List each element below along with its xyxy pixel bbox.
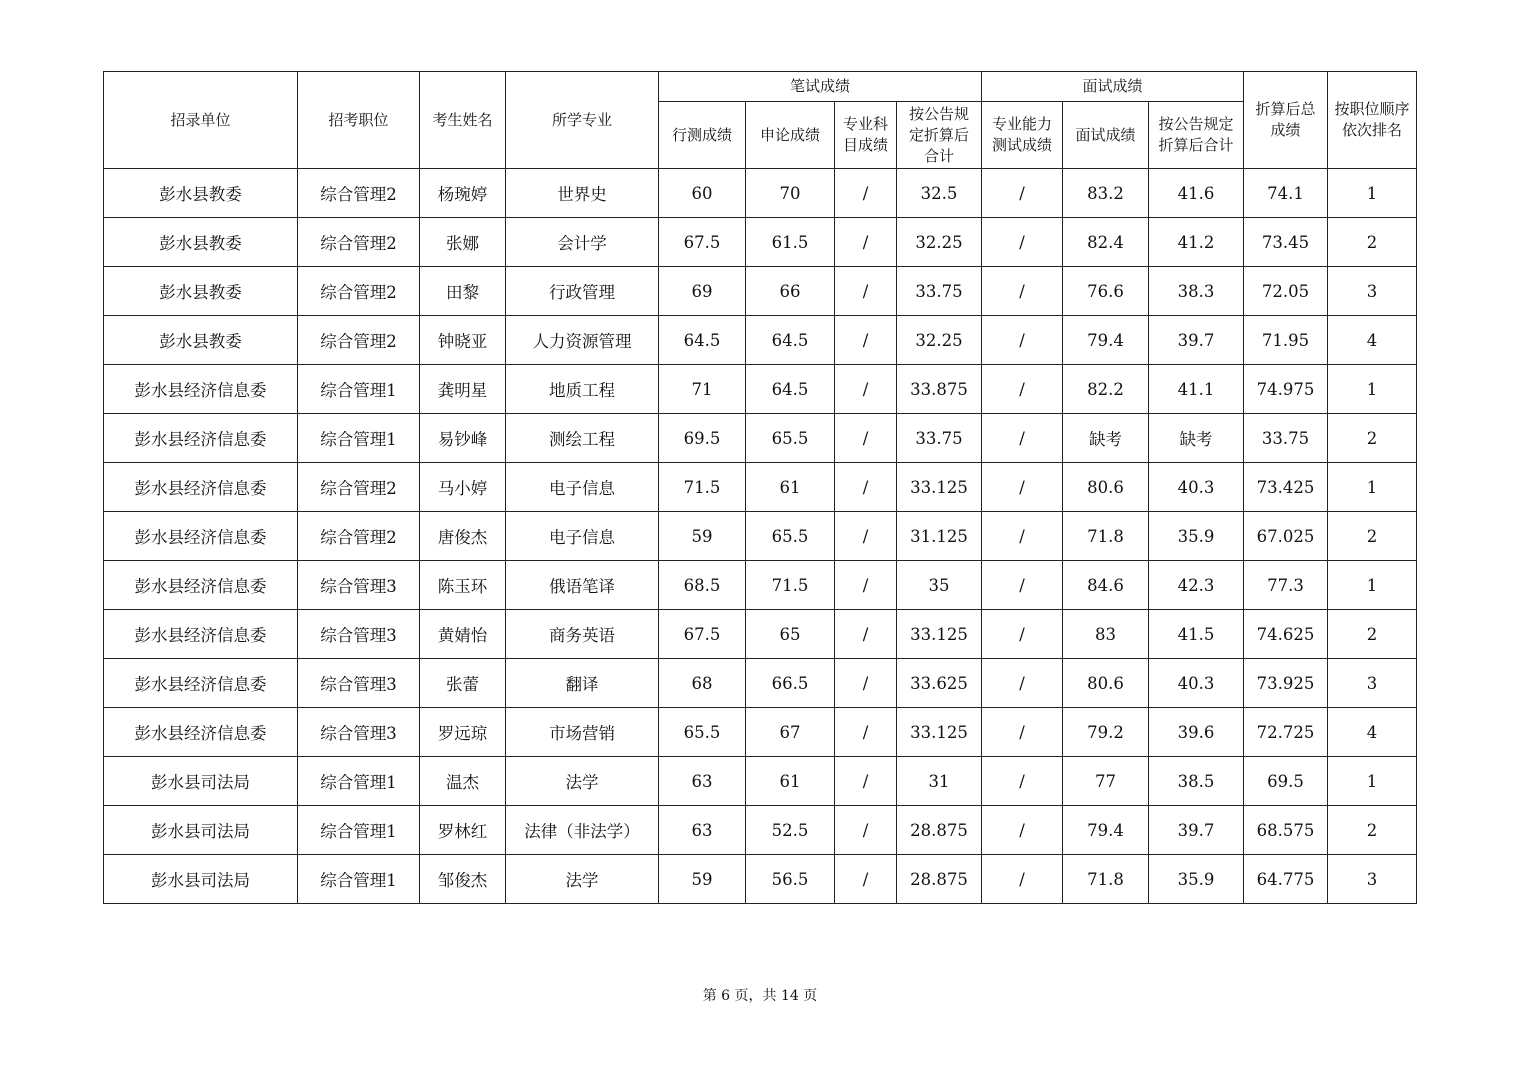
header-interview-score: 面试成绩	[1063, 102, 1149, 169]
cell-interview-total: 39.7	[1149, 806, 1244, 855]
cell-interview-score: 79.4	[1063, 806, 1149, 855]
cell-final-score: 74.625	[1244, 610, 1328, 659]
header-written-total: 按公告规 定折算后 合计	[897, 102, 982, 169]
cell-final-score: 77.3	[1244, 561, 1328, 610]
cell-final-score: 74.975	[1244, 365, 1328, 414]
cell-written-shenlun: 61	[746, 463, 835, 512]
table-row	[104, 561, 1417, 610]
header-written-group: 笔试成绩	[659, 72, 982, 102]
cell-written-xingce: 60	[659, 169, 746, 218]
cell-final-score: 64.775	[1244, 855, 1328, 904]
cell-name: 罗林红	[420, 806, 506, 855]
cell-interview-total: 38.5	[1149, 757, 1244, 806]
cell-interview-total: 40.3	[1149, 659, 1244, 708]
cell-written-professional: /	[835, 806, 897, 855]
cell-interview-score: 83.2	[1063, 169, 1149, 218]
cell-final-score: 69.5	[1244, 757, 1328, 806]
cell-final-score: 71.95	[1244, 316, 1328, 365]
page-footer: 第 6 页，共 14 页	[702, 988, 818, 1004]
cell-interview-score: 77	[1063, 757, 1149, 806]
cell-major: 法律（非法学）	[506, 806, 659, 855]
cell-final-score: 72.05	[1244, 267, 1328, 316]
cell-name: 钟晓亚	[420, 316, 506, 365]
cell-interview-ability: /	[982, 365, 1063, 414]
cell-major: 会计学	[506, 218, 659, 267]
cell-position: 综合管理2	[298, 169, 420, 218]
cell-major: 地质工程	[506, 365, 659, 414]
cell-rank: 2	[1328, 610, 1417, 659]
cell-position: 综合管理1	[298, 806, 420, 855]
cell-written-total: 31	[897, 757, 982, 806]
cell-written-xingce: 71	[659, 365, 746, 414]
cell-written-shenlun: 64.5	[746, 365, 835, 414]
cell-unit: 彭水县教委	[104, 267, 298, 316]
cell-interview-total: 35.9	[1149, 855, 1244, 904]
cell-final-score: 73.45	[1244, 218, 1328, 267]
cell-written-total: 33.125	[897, 610, 982, 659]
header-unit: 招录单位	[104, 72, 298, 169]
cell-written-professional: /	[835, 414, 897, 463]
cell-interview-total: 41.1	[1149, 365, 1244, 414]
table-row	[104, 463, 1417, 512]
cell-written-shenlun: 70	[746, 169, 835, 218]
cell-position: 综合管理3	[298, 561, 420, 610]
cell-name: 张娜	[420, 218, 506, 267]
cell-written-professional: /	[835, 659, 897, 708]
cell-name: 龚明星	[420, 365, 506, 414]
table-row	[104, 512, 1417, 561]
cell-major: 法学	[506, 757, 659, 806]
cell-major: 世界史	[506, 169, 659, 218]
cell-written-xingce: 68	[659, 659, 746, 708]
cell-written-xingce: 63	[659, 806, 746, 855]
cell-written-professional: /	[835, 463, 897, 512]
cell-rank: 1	[1328, 757, 1417, 806]
cell-major: 俄语笔译	[506, 561, 659, 610]
cell-unit: 彭水县司法局	[104, 806, 298, 855]
cell-written-total: 33.875	[897, 365, 982, 414]
cell-interview-score: 71.8	[1063, 512, 1149, 561]
cell-major: 行政管理	[506, 267, 659, 316]
header-interview-ability: 专业能力 测试成绩	[982, 102, 1063, 169]
cell-interview-score: 82.2	[1063, 365, 1149, 414]
score-table	[103, 71, 1417, 904]
cell-interview-ability: /	[982, 414, 1063, 463]
cell-unit: 彭水县经济信息委	[104, 463, 298, 512]
cell-written-shenlun: 65.5	[746, 512, 835, 561]
cell-written-shenlun: 61.5	[746, 218, 835, 267]
cell-rank: 1	[1328, 169, 1417, 218]
cell-major: 电子信息	[506, 463, 659, 512]
cell-name: 罗远琼	[420, 708, 506, 757]
cell-name: 陈玉环	[420, 561, 506, 610]
cell-position: 综合管理2	[298, 267, 420, 316]
cell-position: 综合管理2	[298, 316, 420, 365]
table-body	[104, 169, 1417, 904]
cell-written-shenlun: 66.5	[746, 659, 835, 708]
cell-final-score: 73.925	[1244, 659, 1328, 708]
cell-written-total: 33.125	[897, 708, 982, 757]
cell-name: 易钞峰	[420, 414, 506, 463]
cell-rank: 1	[1328, 463, 1417, 512]
cell-unit: 彭水县司法局	[104, 757, 298, 806]
cell-major: 人力资源管理	[506, 316, 659, 365]
cell-interview-score: 79.2	[1063, 708, 1149, 757]
cell-interview-total: 40.3	[1149, 463, 1244, 512]
cell-written-professional: /	[835, 218, 897, 267]
header-interview-group: 面试成绩	[982, 72, 1244, 102]
cell-position: 综合管理1	[298, 365, 420, 414]
table-row	[104, 365, 1417, 414]
cell-written-professional: /	[835, 169, 897, 218]
table-row	[104, 708, 1417, 757]
cell-unit: 彭水县经济信息委	[104, 561, 298, 610]
cell-rank: 3	[1328, 855, 1417, 904]
header-written-xingce: 行测成绩	[659, 102, 746, 169]
cell-interview-ability: /	[982, 757, 1063, 806]
cell-interview-total: 41.6	[1149, 169, 1244, 218]
cell-written-shenlun: 67	[746, 708, 835, 757]
cell-interview-score: 80.6	[1063, 463, 1149, 512]
cell-written-shenlun: 64.5	[746, 316, 835, 365]
cell-interview-ability: /	[982, 659, 1063, 708]
cell-interview-score: 83	[1063, 610, 1149, 659]
cell-major: 法学	[506, 855, 659, 904]
cell-name: 马小婷	[420, 463, 506, 512]
cell-rank: 2	[1328, 414, 1417, 463]
table-row	[104, 414, 1417, 463]
cell-interview-ability: /	[982, 169, 1063, 218]
cell-position: 综合管理3	[298, 708, 420, 757]
cell-written-total: 32.5	[897, 169, 982, 218]
cell-written-xingce: 59	[659, 512, 746, 561]
cell-written-shenlun: 61	[746, 757, 835, 806]
header-major: 所学专业	[506, 72, 659, 169]
cell-written-total: 33.125	[897, 463, 982, 512]
cell-rank: 3	[1328, 267, 1417, 316]
cell-written-total: 28.875	[897, 855, 982, 904]
cell-interview-score: 71.8	[1063, 855, 1149, 904]
cell-written-shenlun: 52.5	[746, 806, 835, 855]
cell-written-xingce: 67.5	[659, 218, 746, 267]
cell-written-xingce: 59	[659, 855, 746, 904]
cell-interview-score: 79.4	[1063, 316, 1149, 365]
cell-interview-ability: /	[982, 610, 1063, 659]
cell-position: 综合管理2	[298, 463, 420, 512]
cell-position: 综合管理1	[298, 414, 420, 463]
cell-interview-ability: /	[982, 218, 1063, 267]
cell-written-shenlun: 56.5	[746, 855, 835, 904]
cell-interview-score: 80.6	[1063, 659, 1149, 708]
cell-written-xingce: 71.5	[659, 463, 746, 512]
header-written-shenlun: 申论成绩	[746, 102, 835, 169]
cell-written-professional: /	[835, 708, 897, 757]
cell-written-shenlun: 71.5	[746, 561, 835, 610]
cell-rank: 2	[1328, 512, 1417, 561]
cell-interview-ability: /	[982, 708, 1063, 757]
table-row	[104, 757, 1417, 806]
cell-interview-total: 38.3	[1149, 267, 1244, 316]
cell-interview-score: 84.6	[1063, 561, 1149, 610]
cell-name: 温杰	[420, 757, 506, 806]
cell-interview-score: 82.4	[1063, 218, 1149, 267]
cell-interview-ability: /	[982, 855, 1063, 904]
cell-rank: 1	[1328, 365, 1417, 414]
cell-written-total: 31.125	[897, 512, 982, 561]
cell-written-professional: /	[835, 316, 897, 365]
cell-major: 市场营销	[506, 708, 659, 757]
cell-unit: 彭水县司法局	[104, 855, 298, 904]
cell-written-xingce: 63	[659, 757, 746, 806]
table-row	[104, 267, 1417, 316]
cell-position: 综合管理1	[298, 855, 420, 904]
cell-unit: 彭水县经济信息委	[104, 365, 298, 414]
cell-written-shenlun: 65.5	[746, 414, 835, 463]
header-written-professional: 专业科 目成绩	[835, 102, 897, 169]
cell-position: 综合管理2	[298, 218, 420, 267]
cell-interview-total: 41.2	[1149, 218, 1244, 267]
header-position: 招考职位	[298, 72, 420, 169]
cell-written-total: 28.875	[897, 806, 982, 855]
cell-interview-score: 缺考	[1063, 414, 1149, 463]
cell-name: 张蕾	[420, 659, 506, 708]
cell-interview-ability: /	[982, 806, 1063, 855]
cell-interview-total: 42.3	[1149, 561, 1244, 610]
cell-name: 唐俊杰	[420, 512, 506, 561]
cell-unit: 彭水县经济信息委	[104, 659, 298, 708]
cell-written-professional: /	[835, 855, 897, 904]
cell-interview-ability: /	[982, 267, 1063, 316]
cell-unit: 彭水县经济信息委	[104, 610, 298, 659]
table-row	[104, 169, 1417, 218]
table-row	[104, 610, 1417, 659]
cell-written-shenlun: 66	[746, 267, 835, 316]
table-row	[104, 855, 1417, 904]
cell-written-total: 33.625	[897, 659, 982, 708]
cell-rank: 1	[1328, 561, 1417, 610]
cell-rank: 3	[1328, 659, 1417, 708]
cell-major: 翻译	[506, 659, 659, 708]
cell-final-score: 72.725	[1244, 708, 1328, 757]
cell-interview-total: 39.6	[1149, 708, 1244, 757]
cell-unit: 彭水县经济信息委	[104, 512, 298, 561]
cell-written-total: 32.25	[897, 218, 982, 267]
table-row	[104, 218, 1417, 267]
cell-final-score: 67.025	[1244, 512, 1328, 561]
cell-final-score: 68.575	[1244, 806, 1328, 855]
cell-unit: 彭水县经济信息委	[104, 414, 298, 463]
cell-unit: 彭水县经济信息委	[104, 708, 298, 757]
cell-major: 测绘工程	[506, 414, 659, 463]
header-interview-total: 按公告规定 折算后合计	[1149, 102, 1244, 169]
cell-unit: 彭水县教委	[104, 316, 298, 365]
cell-written-total: 33.75	[897, 267, 982, 316]
cell-rank: 2	[1328, 806, 1417, 855]
cell-written-professional: /	[835, 757, 897, 806]
cell-interview-total: 35.9	[1149, 512, 1244, 561]
cell-interview-ability: /	[982, 316, 1063, 365]
cell-name: 黄婧怡	[420, 610, 506, 659]
cell-written-xingce: 69.5	[659, 414, 746, 463]
cell-written-xingce: 68.5	[659, 561, 746, 610]
cell-position: 综合管理1	[298, 757, 420, 806]
cell-interview-total: 39.7	[1149, 316, 1244, 365]
cell-written-professional: /	[835, 512, 897, 561]
cell-unit: 彭水县教委	[104, 218, 298, 267]
cell-written-xingce: 69	[659, 267, 746, 316]
cell-name: 杨琬婷	[420, 169, 506, 218]
cell-final-score: 73.425	[1244, 463, 1328, 512]
cell-written-xingce: 65.5	[659, 708, 746, 757]
table-row	[104, 316, 1417, 365]
cell-final-score: 33.75	[1244, 414, 1328, 463]
cell-position: 综合管理3	[298, 610, 420, 659]
cell-written-total: 35	[897, 561, 982, 610]
cell-interview-total: 缺考	[1149, 414, 1244, 463]
header-final-score: 折算后总 成绩	[1244, 72, 1328, 169]
cell-rank: 4	[1328, 316, 1417, 365]
cell-written-professional: /	[835, 365, 897, 414]
cell-interview-score: 76.6	[1063, 267, 1149, 316]
cell-written-shenlun: 65	[746, 610, 835, 659]
cell-written-total: 33.75	[897, 414, 982, 463]
cell-position: 综合管理2	[298, 512, 420, 561]
cell-interview-ability: /	[982, 463, 1063, 512]
cell-written-total: 32.25	[897, 316, 982, 365]
cell-name: 田黎	[420, 267, 506, 316]
cell-major: 电子信息	[506, 512, 659, 561]
cell-final-score: 74.1	[1244, 169, 1328, 218]
table-row	[104, 806, 1417, 855]
cell-written-xingce: 67.5	[659, 610, 746, 659]
cell-interview-ability: /	[982, 561, 1063, 610]
cell-interview-ability: /	[982, 512, 1063, 561]
cell-written-xingce: 64.5	[659, 316, 746, 365]
cell-written-professional: /	[835, 610, 897, 659]
cell-written-professional: /	[835, 561, 897, 610]
cell-position: 综合管理3	[298, 659, 420, 708]
header-name: 考生姓名	[420, 72, 506, 169]
cell-interview-total: 41.5	[1149, 610, 1244, 659]
cell-unit: 彭水县教委	[104, 169, 298, 218]
cell-written-professional: /	[835, 267, 897, 316]
cell-rank: 2	[1328, 218, 1417, 267]
header-rank: 按职位顺序 依次排名	[1328, 72, 1417, 169]
cell-rank: 4	[1328, 708, 1417, 757]
table-row	[104, 659, 1417, 708]
cell-major: 商务英语	[506, 610, 659, 659]
cell-name: 邹俊杰	[420, 855, 506, 904]
